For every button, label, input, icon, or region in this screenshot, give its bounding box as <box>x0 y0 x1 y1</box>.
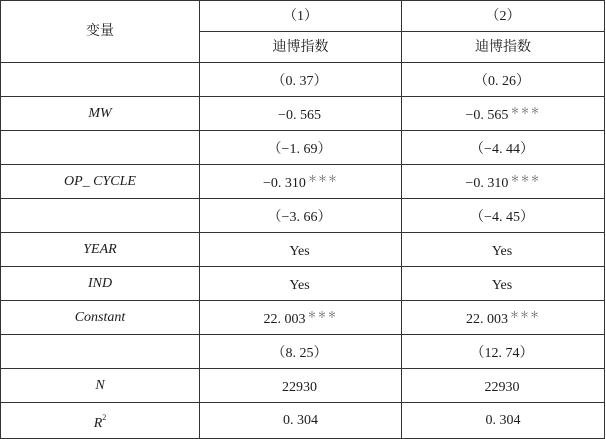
cell-value: Yes <box>289 278 310 293</box>
row-label: MW <box>1 97 200 131</box>
cell-col-2 <box>402 97 605 131</box>
row-label: IND <box>1 267 200 301</box>
cell-col-2 <box>402 165 605 199</box>
row-label: YEAR <box>1 233 200 267</box>
cell-value: −0. 565 <box>278 108 321 123</box>
row-label <box>1 63 200 97</box>
row-label <box>1 199 200 233</box>
table-row <box>1 131 605 165</box>
cell-col-2 <box>402 267 605 301</box>
significance-stars: ＊＊＊ <box>510 106 541 116</box>
table-row <box>1 267 605 301</box>
table-row <box>1 165 605 199</box>
cell-col-2 <box>402 131 605 165</box>
row-label: Constant <box>1 301 200 335</box>
cell-col-1 <box>200 335 402 369</box>
cell-value: Yes <box>491 278 513 293</box>
cell-col-1 <box>200 199 402 233</box>
cell-value: （0. 37） <box>271 74 328 89</box>
cell-value: Yes <box>289 244 310 259</box>
cell-value: −0. 310 <box>263 176 306 191</box>
table-row <box>1 369 605 403</box>
table-body <box>1 63 605 403</box>
column-2-dependent: 迪博指数 <box>402 32 605 63</box>
cell-col-1 <box>200 267 402 301</box>
column-2-number: （2） <box>402 1 605 32</box>
significance-stars: ＊＊＊ <box>307 310 338 320</box>
row-label-r-squared <box>1 403 200 439</box>
cell-col-1 <box>200 301 402 335</box>
significance-stars: ＊＊＊ <box>510 174 541 184</box>
header-row-top <box>1 1 605 32</box>
r-squared-col-2: 0. 304 <box>402 403 605 439</box>
table-row <box>1 301 605 335</box>
cell-col-2 <box>402 335 605 369</box>
cell-value: （8. 25） <box>271 346 328 361</box>
row-label: N <box>1 369 200 403</box>
cell-value: （12. 74） <box>470 346 534 361</box>
cell-value: （0. 26） <box>474 74 530 89</box>
cell-value: 22. 003 <box>465 312 508 327</box>
cell-col-1 <box>200 369 402 403</box>
row-label <box>1 335 200 369</box>
cell-value: 22930 <box>484 380 520 395</box>
cell-col-1 <box>200 233 402 267</box>
cell-value: （−1. 69） <box>267 142 332 157</box>
significance-stars: ＊＊＊ <box>307 174 338 184</box>
table-row <box>1 335 605 369</box>
cell-col-1 <box>200 63 402 97</box>
table-row <box>1 199 605 233</box>
cell-value: 22. 003 <box>263 312 306 327</box>
cell-value: （−3. 66） <box>267 210 332 225</box>
row-label <box>1 131 200 165</box>
r-squared-letter: R <box>93 416 103 431</box>
table-row <box>1 97 605 131</box>
cell-col-1 <box>200 97 402 131</box>
cell-col-2 <box>402 233 605 267</box>
column-1-dependent: 迪博指数 <box>200 32 402 63</box>
cell-col-2 <box>402 301 605 335</box>
column-1-number: （1） <box>200 1 402 32</box>
cell-value: −0. 565 <box>465 108 509 123</box>
r-squared-col-1: 0. 304 <box>200 403 402 439</box>
cell-col-2 <box>402 199 605 233</box>
variable-header: 变量 <box>1 1 200 63</box>
cell-value: （−4. 44） <box>470 142 534 157</box>
cell-col-2 <box>402 63 605 97</box>
cell-value: （−4. 45） <box>470 210 534 225</box>
table-row <box>1 233 605 267</box>
cell-value: −0. 310 <box>465 176 509 191</box>
cell-col-1 <box>200 165 402 199</box>
cell-value: Yes <box>491 244 513 259</box>
row-label: OP_ CYCLE <box>1 165 200 199</box>
cell-col-2 <box>402 369 605 403</box>
significance-stars: ＊＊＊ <box>509 310 540 320</box>
cell-value: 22930 <box>282 380 317 395</box>
r-squared-superscript: 2 <box>102 413 107 422</box>
cell-col-1 <box>200 131 402 165</box>
table-row <box>1 63 605 97</box>
table-row-r-squared <box>1 403 605 439</box>
